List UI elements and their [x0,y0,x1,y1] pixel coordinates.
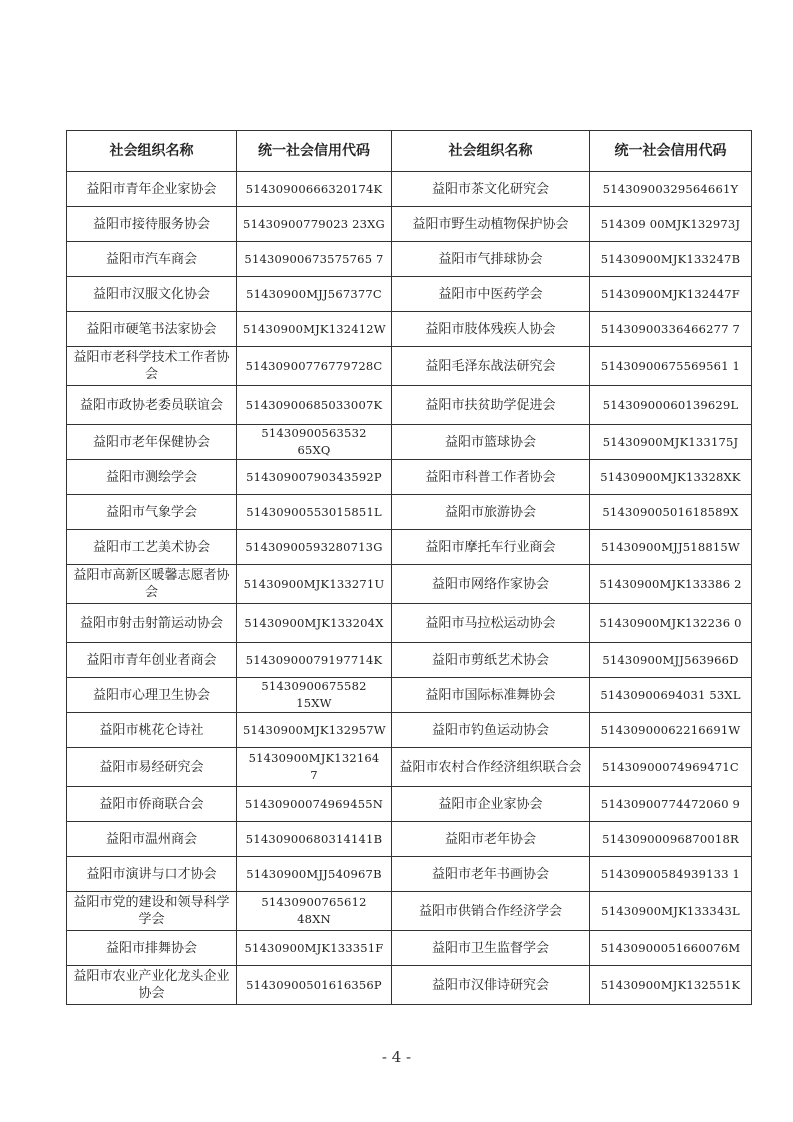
org-name-cell: 益阳市中医药学会 [392,277,590,312]
page-number: - 4 - [381,1048,412,1066]
table-row [67,495,752,530]
org-name-cell: 益阳市射击射箭运动协会 [67,604,237,643]
credit-code-cell: 51430900553015851L [237,495,392,530]
credit-code-cell: 51430900MJK132447F [590,277,752,312]
credit-code-cell: 51430900336466277 7 [590,312,752,347]
header-org-name-2: 社会组织名称 [392,131,590,172]
org-name-cell: 益阳市桃花仑诗社 [67,713,237,748]
table-row [67,207,752,242]
org-name-cell: 益阳毛泽东战法研究会 [392,347,590,386]
org-name-cell: 益阳市侨商联合会 [67,787,237,822]
table-row [67,892,752,931]
table-row [67,643,752,678]
table-row [67,966,752,1005]
credit-code-cell: 51430900MJK133343L [590,892,752,931]
table-row [67,787,752,822]
org-name-cell: 益阳市测绘学会 [67,460,237,495]
org-name-cell: 益阳市接待服务协会 [67,207,237,242]
org-name-cell: 益阳市青年创业者商会 [67,643,237,678]
credit-code-cell: 51430900MJK133386 2 [590,565,752,604]
org-name-cell: 益阳市政协老委员联谊会 [67,386,237,425]
org-name-cell: 益阳市农业产业化龙头企业协会 [67,966,237,1005]
credit-code-cell: 51430900079197714K [237,643,392,678]
org-name-cell: 益阳市高新区暖馨志愿者协会 [67,565,237,604]
org-name-cell: 益阳市钓鱼运动协会 [392,713,590,748]
table-row [67,565,752,604]
credit-code-cell: 51430900062216691W [590,713,752,748]
credit-code-cell: 51430900MJK133351F [237,931,392,966]
credit-code-cell: 51430900074969455N [237,787,392,822]
credit-code-cell: 514309 00MJK132973J [590,207,752,242]
table-row [67,530,752,565]
table-row [67,857,752,892]
table-row [67,312,752,347]
credit-code-cell: 51430900680314141B [237,822,392,857]
org-name-cell: 益阳市扶贫助学促进会 [392,386,590,425]
org-name-cell: 益阳市易经研究会 [67,748,237,787]
credit-code-cell: 51430900563532 65XQ [237,425,392,460]
credit-code-cell: 51430900675582 15XW [237,678,392,713]
credit-code-cell: 51430900MJK132957W [237,713,392,748]
credit-code-cell: 51430900074969471C [590,748,752,787]
credit-code-cell: 51430900675569561 1 [590,347,752,386]
org-name-cell: 益阳市摩托车行业商会 [392,530,590,565]
org-name-cell: 益阳市篮球协会 [392,425,590,460]
org-name-cell: 益阳市温州商会 [67,822,237,857]
table-row [67,460,752,495]
credit-code-cell: 51430900694031 53XL [590,678,752,713]
credit-code-cell: 51430900MJK132412W [237,312,392,347]
credit-code-cell: 51430900779023 23XG [237,207,392,242]
org-name-cell: 益阳市农村合作经济组织联合会 [392,748,590,787]
credit-code-cell: 51430900096870018R [590,822,752,857]
table-row [67,931,752,966]
org-name-cell: 益阳市心理卫生协会 [67,678,237,713]
org-name-cell: 益阳市网络作家协会 [392,565,590,604]
org-name-cell: 益阳市硬笔书法家协会 [67,312,237,347]
credit-code-cell: 51430900MJJ563966D [590,643,752,678]
org-name-cell: 益阳市气排球协会 [392,242,590,277]
credit-code-cell: 51430900MJK132551K [590,966,752,1005]
table-row [67,277,752,312]
credit-code-cell: 51430900MJK132164 7 [237,748,392,787]
table-row [67,386,752,425]
table-row [67,822,752,857]
credit-code-cell: 51430900MJJ518815W [590,530,752,565]
credit-code-cell: 51430900765612 48XN [237,892,392,931]
org-name-cell: 益阳市工艺美术协会 [67,530,237,565]
org-name-cell: 益阳市供销合作经济学会 [392,892,590,931]
credit-code-cell: 51430900MJJ540967B [237,857,392,892]
credit-code-cell: 51430900776779728C [237,347,392,386]
credit-code-cell: 51430900329564661Y [590,172,752,207]
org-name-cell: 益阳市汽车商会 [67,242,237,277]
table-row [67,172,752,207]
table-row [67,713,752,748]
credit-code-cell: 51430900593280713G [237,530,392,565]
org-name-cell: 益阳市企业家协会 [392,787,590,822]
org-name-cell: 益阳市老年书画协会 [392,857,590,892]
credit-code-cell: 51430900501618589X [590,495,752,530]
org-name-cell: 益阳市气象学会 [67,495,237,530]
table-row [67,748,752,787]
org-name-cell: 益阳市老年协会 [392,822,590,857]
header-credit-code-1: 统一社会信用代码 [237,131,392,172]
credit-code-cell: 51430900MJK133204X [237,604,392,643]
org-name-cell: 益阳市科普工作者协会 [392,460,590,495]
org-name-cell: 益阳市演讲与口才协会 [67,857,237,892]
credit-code-cell: 51430900MJK133247B [590,242,752,277]
credit-code-cell: 51430900685033007K [237,386,392,425]
credit-code-cell: 51430900666320174K [237,172,392,207]
table-row [67,242,752,277]
table-body [67,172,752,1005]
table-row [67,425,752,460]
org-name-cell: 益阳市马拉松运动协会 [392,604,590,643]
table-row [67,678,752,713]
credit-code-cell: 51430900MJJ567377C [237,277,392,312]
org-name-cell: 益阳市茶文化研究会 [392,172,590,207]
credit-code-cell: 51430900MJK133271U [237,565,392,604]
org-name-cell: 益阳市卫生监督学会 [392,931,590,966]
org-name-cell: 益阳市野生动植物保护协会 [392,207,590,242]
credit-code-cell: 51430900060139629L [590,386,752,425]
org-name-cell: 益阳市国际标准舞协会 [392,678,590,713]
org-name-cell: 益阳市肢体残疾人协会 [392,312,590,347]
organization-table [66,130,752,1005]
org-name-cell: 益阳市剪纸艺术协会 [392,643,590,678]
table-row [67,347,752,386]
org-name-cell: 益阳市老年保健协会 [67,425,237,460]
header-credit-code-2: 统一社会信用代码 [590,131,752,172]
table-row [67,604,752,643]
credit-code-cell: 51430900790343592P [237,460,392,495]
credit-code-cell: 51430900051660076M [590,931,752,966]
credit-code-cell: 51430900MJK132236 0 [590,604,752,643]
credit-code-cell: 51430900584939133 1 [590,857,752,892]
header-org-name-1: 社会组织名称 [67,131,237,172]
org-name-cell: 益阳市老科学技术工作者协会 [67,347,237,386]
org-name-cell: 益阳市汉服文化协会 [67,277,237,312]
credit-code-cell: 51430900MJK13328XK [590,460,752,495]
org-name-cell: 益阳市汉俳诗研究会 [392,966,590,1005]
org-name-cell: 益阳市旅游协会 [392,495,590,530]
org-name-cell: 益阳市排舞协会 [67,931,237,966]
credit-code-cell: 51430900673575765 7 [237,242,392,277]
org-name-cell: 益阳市党的建设和领导科学学会 [67,892,237,931]
credit-code-cell: 51430900MJK133175J [590,425,752,460]
header-row [67,131,752,172]
credit-code-cell: 51430900501616356P [237,966,392,1005]
org-name-cell: 益阳市青年企业家协会 [67,172,237,207]
credit-code-cell: 51430900774472060 9 [590,787,752,822]
